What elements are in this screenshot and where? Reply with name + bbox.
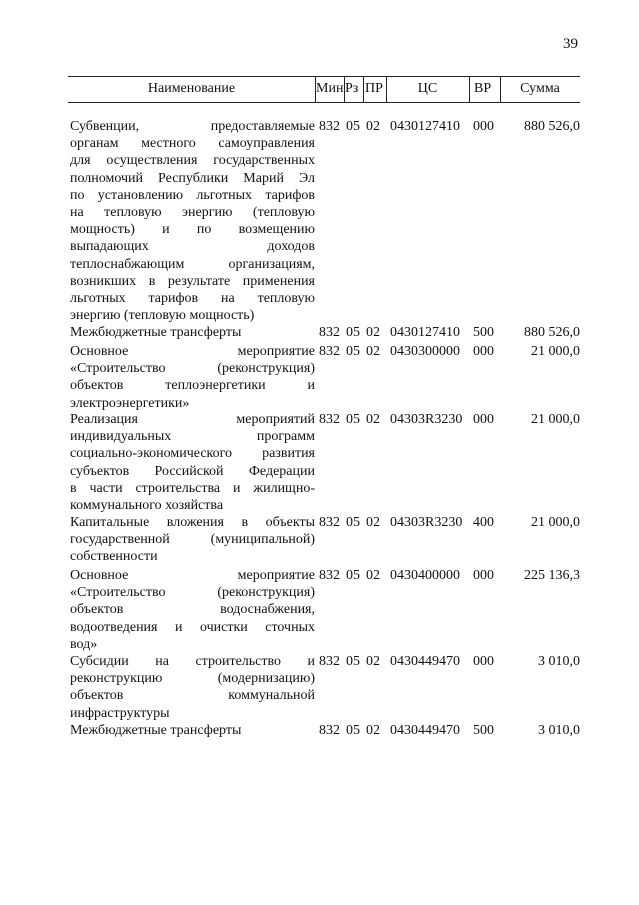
row-name (70, 567, 315, 653)
row-vr: 000 (473, 654, 494, 669)
row-pr: 02 (366, 723, 380, 738)
row-min: 832 (319, 119, 340, 134)
row-sum: 225 136,3 (524, 568, 580, 583)
header-name: Наименование (147, 81, 236, 96)
row-vr: 000 (473, 568, 494, 583)
row-cs: 04303R3230 (390, 515, 463, 530)
row-name-line: Межбюджетные трансферты (70, 723, 242, 738)
row-name-line: «Строительство (реконструкция) (70, 585, 315, 601)
row-name-line: водоотведения и очистки сточных (70, 619, 315, 635)
row-min: 832 (319, 515, 340, 530)
header-divider (469, 77, 470, 102)
row-sum: 880 526,0 (524, 119, 580, 134)
row-name (70, 653, 315, 722)
row-vr: 500 (473, 723, 494, 738)
row-name-line: теплоснабжающим организациям, (70, 256, 315, 272)
row-name-line: коммунального хозяйства (70, 498, 224, 514)
row-pr: 02 (366, 344, 380, 359)
row-sum: 3 010,0 (538, 654, 580, 669)
row-name-line: Основное мероприятие (70, 344, 315, 359)
row-name-line: субъектов Российской Федерации (70, 463, 315, 479)
row-name (70, 514, 315, 566)
row-rz: 05 (346, 119, 360, 134)
row-name (70, 118, 315, 324)
row-name-line: социально-экономического развития (70, 446, 315, 462)
row-name-line: Субсидии на строительство и (70, 654, 315, 669)
row-name-line: возникших в результате применения (70, 273, 315, 289)
row-name-line: объектов коммунальной (70, 688, 315, 704)
row-name-line: энергию (тепловую мощность) (70, 308, 255, 324)
row-name-line: реконструкцию (модернизацию) (70, 671, 315, 687)
row-rz: 05 (346, 568, 360, 583)
header-pr: ПР (365, 81, 383, 96)
row-name-line: Реализация мероприятий (70, 412, 315, 427)
row-min: 832 (319, 412, 340, 427)
header-cs: ЦС (417, 81, 438, 96)
row-vr: 500 (473, 325, 494, 340)
row-name (70, 722, 315, 739)
header-top-rule (68, 76, 580, 77)
row-rz: 05 (346, 344, 360, 359)
row-name-line: для осуществления государственных (70, 153, 315, 169)
row-name-line: в части строительства и жилищно- (70, 480, 315, 496)
row-cs: 0430449470 (390, 723, 460, 738)
row-name-line: мощность) и по возмещению (70, 222, 315, 238)
row-name-line: Субвенции, предоставляемые (70, 119, 315, 134)
row-pr: 02 (366, 412, 380, 427)
header-min: Мин (316, 81, 344, 96)
row-sum: 21 000,0 (531, 344, 580, 359)
row-cs: 0430127410 (390, 119, 460, 134)
row-rz: 05 (346, 654, 360, 669)
row-name-line: инфраструктуры (70, 705, 170, 721)
row-rz: 05 (346, 723, 360, 738)
row-name-line: по установлению льготных тарифов (70, 187, 315, 203)
row-name-line: на тепловую энергию (тепловую (70, 205, 315, 221)
row-pr: 02 (366, 515, 380, 530)
row-name-line: собственности (70, 549, 158, 565)
row-rz: 05 (346, 325, 360, 340)
header-vr: ВР (474, 81, 492, 96)
row-name-line: объектов водоснабжения, (70, 602, 315, 618)
row-vr: 400 (473, 515, 494, 530)
header-divider (363, 77, 364, 102)
header-bottom-rule (68, 102, 580, 103)
row-cs: 0430400000 (390, 568, 460, 583)
row-min: 832 (319, 654, 340, 669)
row-pr: 02 (366, 325, 380, 340)
row-min: 832 (319, 325, 340, 340)
row-name-line: Межбюджетные трансферты (70, 325, 242, 340)
row-sum: 21 000,0 (531, 515, 580, 530)
row-pr: 02 (366, 654, 380, 669)
row-name (70, 411, 315, 514)
header-sum: Сумма (520, 81, 560, 96)
row-name (70, 343, 315, 412)
row-name-line: полномочий Республики Марий Эл (70, 170, 315, 186)
row-name-line: выпадающих доходов (70, 239, 315, 255)
row-min: 832 (319, 568, 340, 583)
row-vr: 000 (473, 412, 494, 427)
row-vr: 000 (473, 344, 494, 359)
row-sum: 3 010,0 (538, 723, 580, 738)
row-vr: 000 (473, 119, 494, 134)
row-cs: 0430449470 (390, 654, 460, 669)
row-rz: 05 (346, 515, 360, 530)
row-name-line: объектов теплоэнергетики и (70, 378, 315, 394)
row-name-line: органам местного самоуправления (70, 136, 315, 152)
row-name-line: Капитальные вложения в объекты (70, 515, 315, 530)
row-pr: 02 (366, 568, 380, 583)
row-sum: 21 000,0 (531, 412, 580, 427)
row-name (70, 324, 315, 341)
row-name-line: электроэнергетики» (70, 395, 190, 411)
row-cs: 04303R3230 (390, 412, 463, 427)
row-name-line: Основное мероприятие (70, 568, 315, 583)
row-name-line: «Строительство (реконструкция) (70, 361, 315, 377)
page-number: 39 (563, 36, 578, 52)
row-name-line: вод» (70, 636, 98, 652)
row-sum: 880 526,0 (524, 325, 580, 340)
row-cs: 0430127410 (390, 325, 460, 340)
row-cs: 0430300000 (390, 344, 460, 359)
row-min: 832 (319, 344, 340, 359)
row-name-line: индивидуальных программ (70, 429, 315, 445)
row-pr: 02 (366, 119, 380, 134)
row-name-line: льготных тарифов на тепловую (70, 291, 315, 307)
header-rz: Рз (345, 81, 359, 96)
row-name-line: государственной (муниципальной) (70, 532, 315, 548)
row-rz: 05 (346, 412, 360, 427)
row-min: 832 (319, 723, 340, 738)
